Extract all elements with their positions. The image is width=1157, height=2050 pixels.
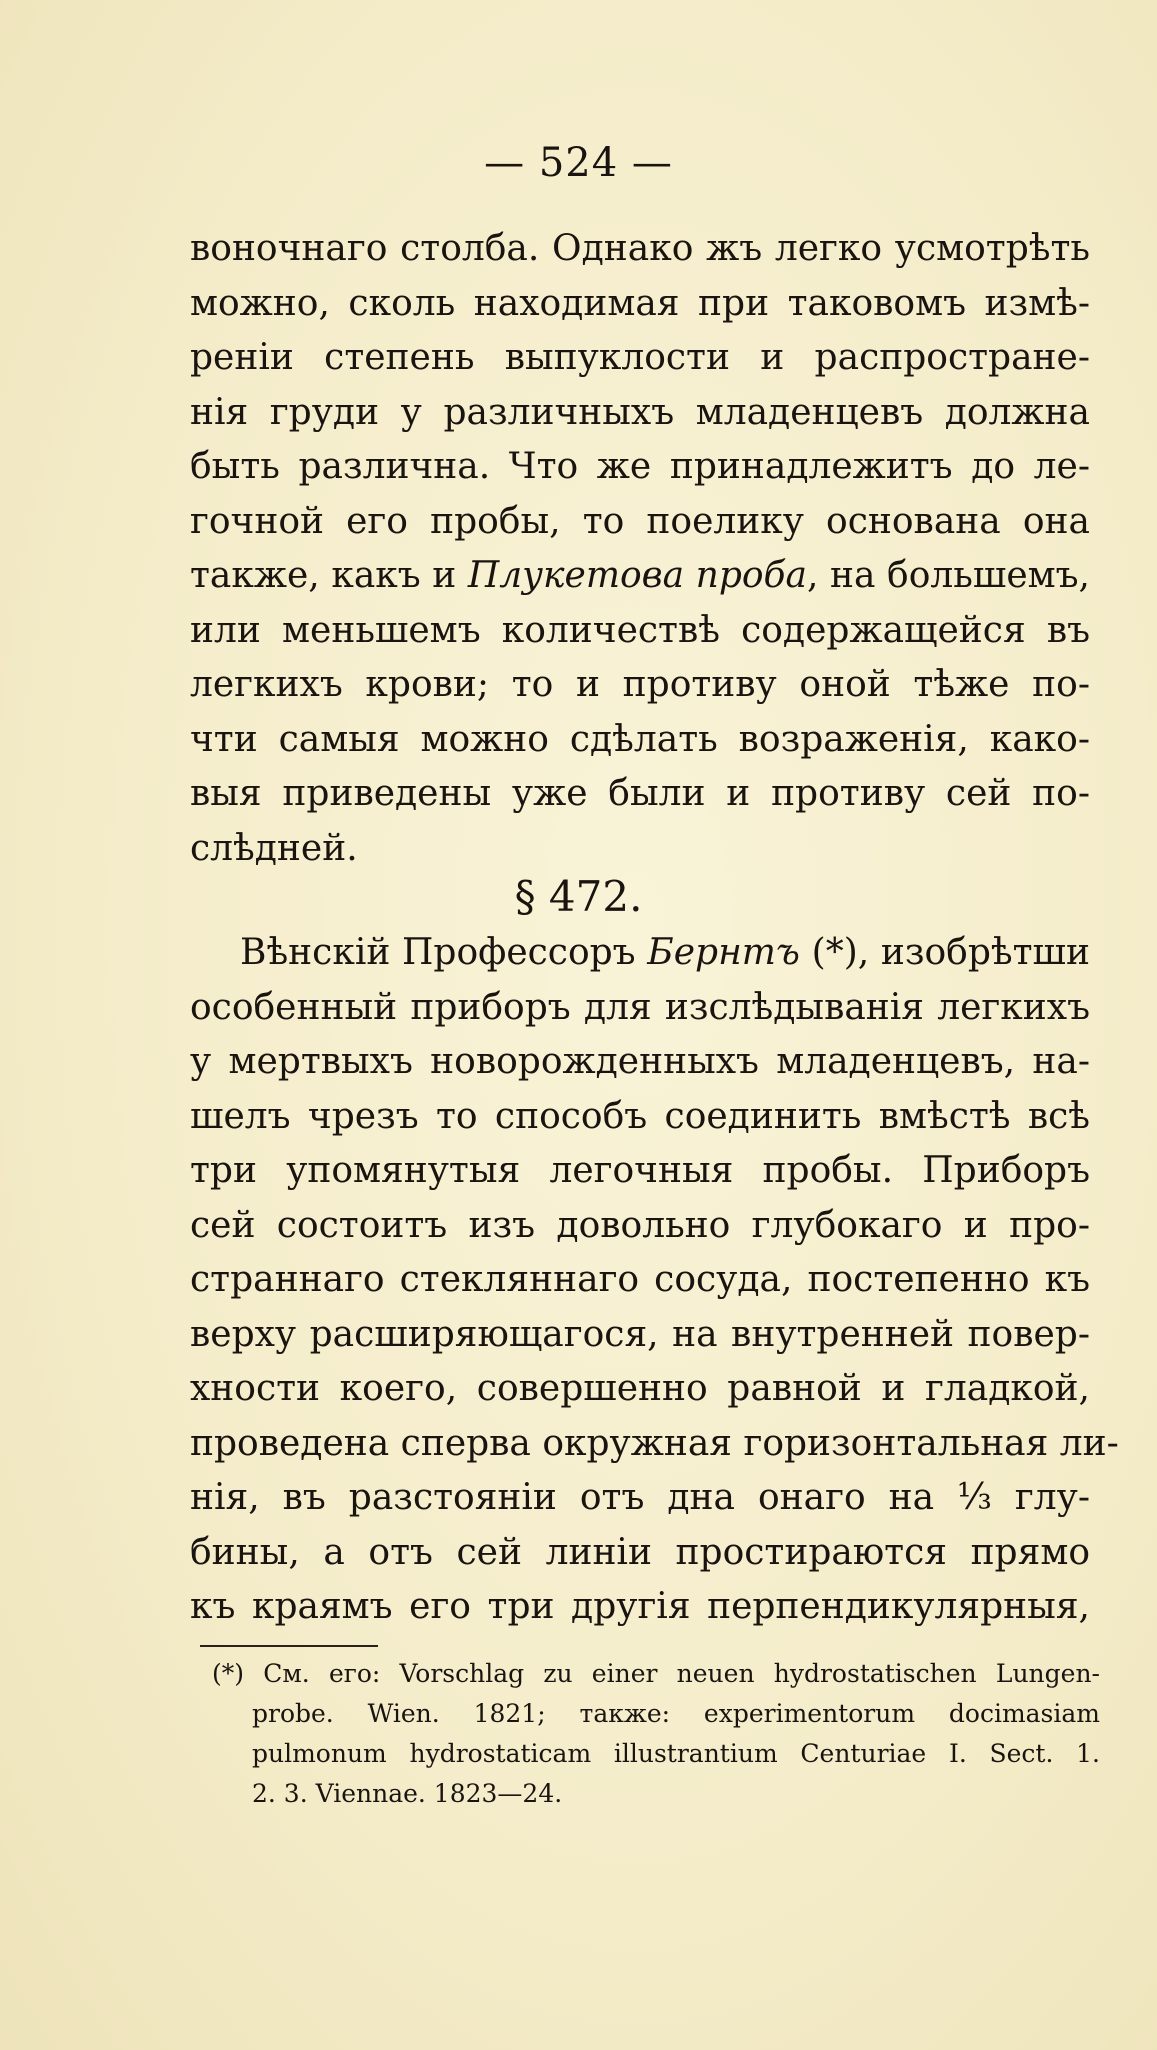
paragraph-continued [190,222,1090,876]
footnote-line: probe. Wien. 1821; также: experimentorum docimasiam [252,1699,1100,1728]
paragraph-section [190,926,1119,1635]
text-segment: (*), изобрѣтши [799,932,1090,973]
text-line: особенный приборъ для изслѣдыванiя легкихъ [190,986,1090,1028]
text-line: слѣдней. [190,827,358,869]
text-line: нiя, въ разстоянiи отъ дна онаго на ⅓ глу- [190,1477,1090,1518]
text-line: бины, а отъ сей линiи простираются прямо [190,1531,1090,1573]
text-line: легкихъ крови; то и противу оной тѣже по- [190,664,1090,705]
footnote-line: (*) См. его: Vorschlag zu einer neuen hydrostatischen Lungen- [212,1659,1100,1688]
text-line: выя приведены уже были и противу сей по- [190,773,1090,814]
text-line: проведена сперва окружная горизонтальная ли- [190,1422,1119,1464]
text-line: воночнаго столба. Однако жъ легко усмотрѣть [190,228,1090,269]
text-line: къ краямъ его три другiя перпендикулярныя, [190,1586,1090,1627]
text-line: можно, сколь находимая при таковомъ измѣ- [190,282,1090,324]
text-line: хности коего, совершенно равной и гладкой, [190,1368,1090,1409]
text-line: чти самыя можно сдѣлать возраженiя, како- [190,718,1090,760]
text-line: быть различна. Что же принадлежитъ до ле- [190,446,1090,487]
text-line: ренiи степень выпуклости и распростране- [190,337,1090,378]
footnote [212,1654,1100,1814]
text-line [190,549,1090,604]
text-line: у мертвыхъ новорожденныхъ младенцевъ, на- [190,1041,1090,1082]
section-heading: § 472. [514,872,643,921]
italic-name: Бернтъ [647,932,800,973]
text-line [190,926,1090,981]
text-segment: , на большемъ, [807,555,1090,596]
text-line: три упомянутыя легочныя пробы. Приборъ [190,1150,1090,1191]
italic-term: Плукетова проба [467,555,807,596]
text-line: страннаго стекляннаго сосуда, постепенно къ [190,1259,1090,1300]
text-segment: Вѣнскiй Профессоръ [240,932,648,973]
footnote-line: pulmonum hydrostaticam illustrantium Centuriae I. Sect. 1. [252,1739,1100,1768]
footnote-line: 2. 3. Viennae. 1823—24. [252,1779,563,1808]
text-line: сей состоитъ изъ довольно глубокаго и про- [190,1204,1090,1246]
text-segment: также, какъ и [190,555,468,596]
page-number: — 524 — [484,140,673,186]
text-line: шелъ чрезъ то способъ соединить вмѣстѣ всѣ [190,1095,1090,1137]
text-line: нiя груди у различныхъ младенцевъ должна [190,391,1090,433]
text-line: гочной его пробы, то поелику основана она [190,500,1090,542]
footnote-divider [200,1645,378,1647]
text-line: верху расширяющагося, на внутренней повер- [190,1313,1090,1355]
text-line: или меньшемъ количествѣ содержащейся въ [190,609,1090,651]
